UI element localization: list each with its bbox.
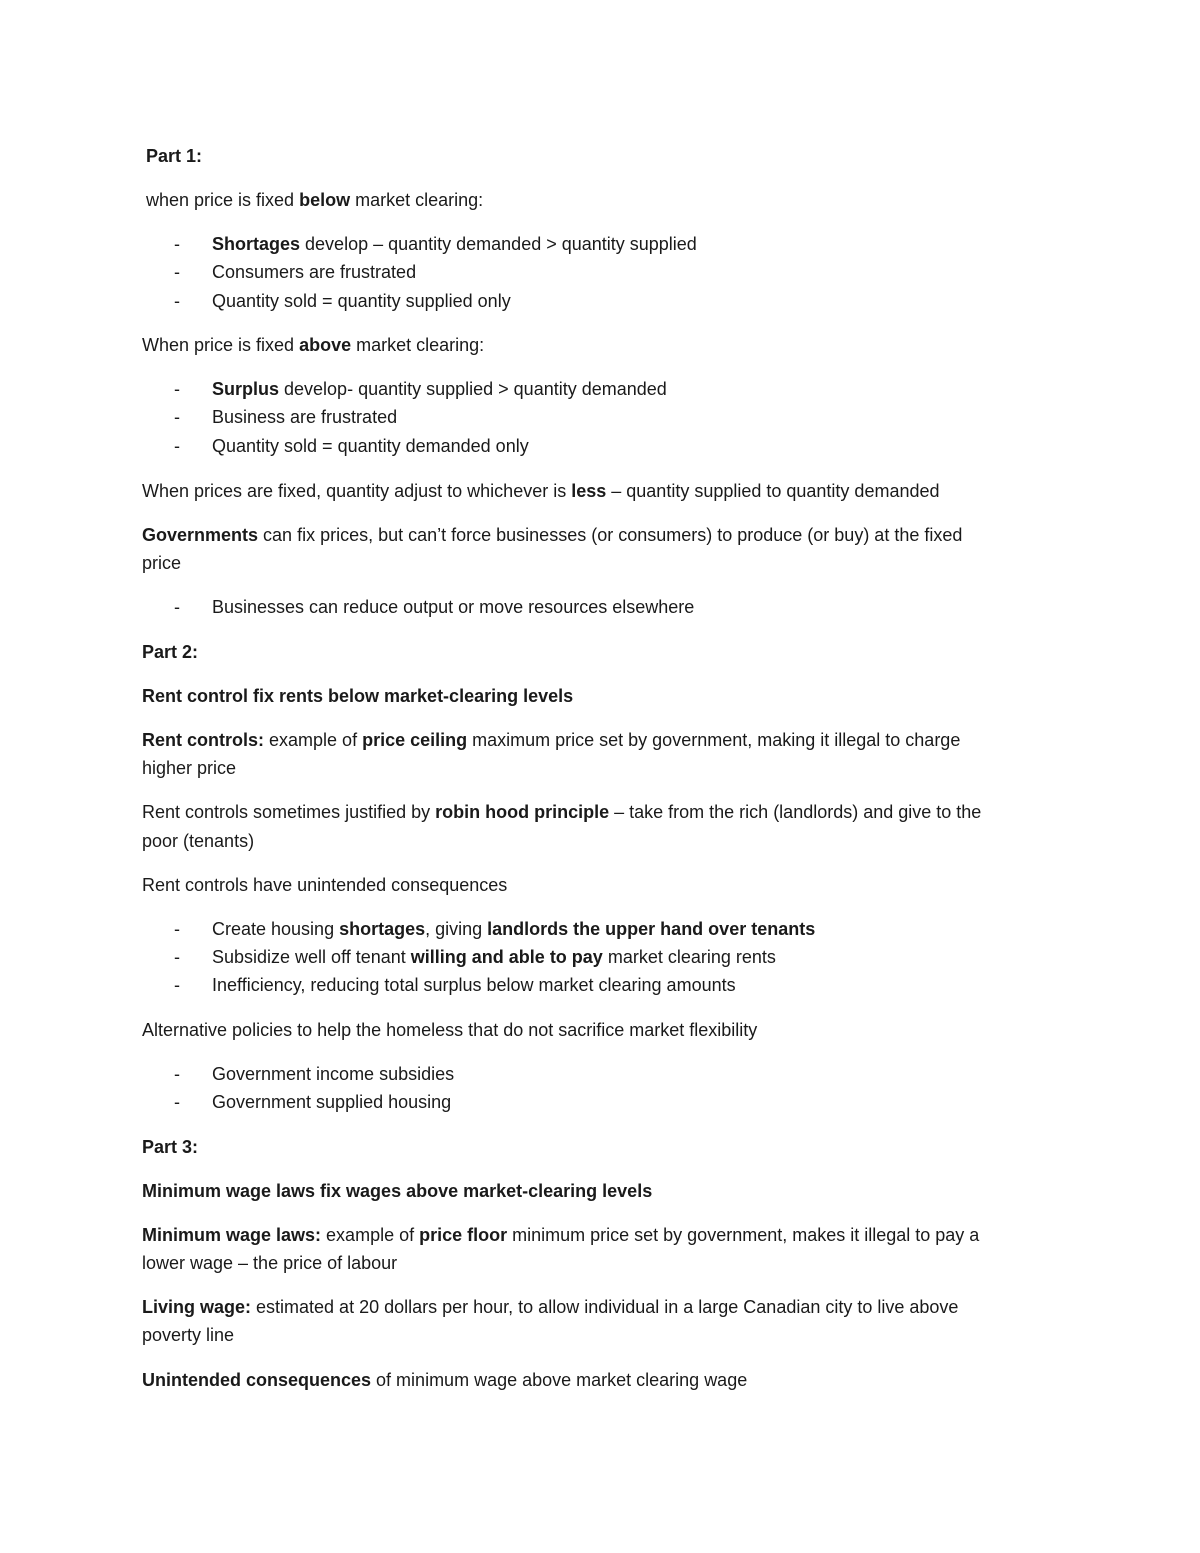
governments-paragraph-cont: price <box>142 553 182 573</box>
list-item: Surplus develop- quantity supplied > quantity demanded <box>212 379 667 399</box>
list-item: Consumers are frustrated <box>212 262 417 282</box>
bullet-dash: - <box>174 1064 180 1084</box>
bullet-dash: - <box>174 597 180 617</box>
above-intro: When price is fixed above market clearing: <box>142 335 485 355</box>
bullet-dash: - <box>174 291 180 311</box>
list-item: Business are frustrated <box>212 407 398 427</box>
list-item: Government supplied housing <box>212 1092 452 1112</box>
governments-paragraph: Governments can fix prices, but can’t force businesses (or consumers) to produce (or buy) at the fixed <box>142 525 963 545</box>
list-item: Businesses can reduce output or move resources elsewhere <box>212 597 695 617</box>
list-item: Create housing shortages, giving landlords the upper hand over tenants <box>212 919 816 939</box>
bullet-dash: - <box>174 234 180 254</box>
part2-heading: Part 2: <box>142 642 199 662</box>
list-item: Government income subsidies <box>212 1064 455 1084</box>
unintended-consequences-paragraph: Rent controls have unintended consequences <box>142 875 508 895</box>
min-wage-definition-cont: lower wage – the price of labour <box>142 1253 398 1273</box>
alternative-policies-paragraph: Alternative policies to help the homeless that do not sacrifice market flexibility <box>142 1020 758 1040</box>
bullet-dash: - <box>174 947 180 967</box>
below-intro: when price is fixed below market clearing: <box>146 190 484 210</box>
living-wage-paragraph-cont: poverty line <box>142 1325 235 1345</box>
list-item: Quantity sold = quantity supplied only <box>212 291 511 311</box>
part1-heading: Part 1: <box>146 146 203 166</box>
unintended-min-wage-paragraph: Unintended consequences of minimum wage above market clearing wage <box>142 1370 748 1390</box>
list-item: Subsidize well off tenant willing and able to pay market clearing rents <box>212 947 776 967</box>
rent-controls-definition: Rent controls: example of price ceiling maximum price set by government, making it illegal to charge <box>142 730 961 750</box>
part2-subheading: Rent control fix rents below market-clearing levels <box>142 686 574 706</box>
part3-heading: Part 3: <box>142 1137 199 1157</box>
robin-hood-paragraph: Rent controls sometimes justified by robin hood principle – take from the rich (landlords) and give to the <box>142 802 982 822</box>
bullet-dash: - <box>174 407 180 427</box>
bullet-dash: - <box>174 379 180 399</box>
fixed-prices-paragraph: When prices are fixed, quantity adjust to whichever is less – quantity supplied to quantity demanded <box>142 481 940 501</box>
min-wage-definition: Minimum wage laws: example of price floor minimum price set by government, makes it illegal to pay a <box>142 1225 980 1245</box>
living-wage-paragraph: Living wage: estimated at 20 dollars per hour, to allow individual in a large Canadian city to live above <box>142 1297 959 1317</box>
list-item: Inefficiency, reducing total surplus below market clearing amounts <box>212 975 736 995</box>
list-item: Shortages develop – quantity demanded > quantity supplied <box>212 234 697 254</box>
rent-controls-definition-cont: higher price <box>142 758 237 778</box>
bullet-dash: - <box>174 262 180 282</box>
bullet-dash: - <box>174 436 180 456</box>
part3-subheading: Minimum wage laws fix wages above market-clearing levels <box>142 1181 653 1201</box>
list-item: Quantity sold = quantity demanded only <box>212 436 529 456</box>
bullet-dash: - <box>174 919 180 939</box>
bullet-dash: - <box>174 1092 180 1112</box>
robin-hood-paragraph-cont: poor (tenants) <box>142 831 255 851</box>
bullet-dash: - <box>174 975 180 995</box>
